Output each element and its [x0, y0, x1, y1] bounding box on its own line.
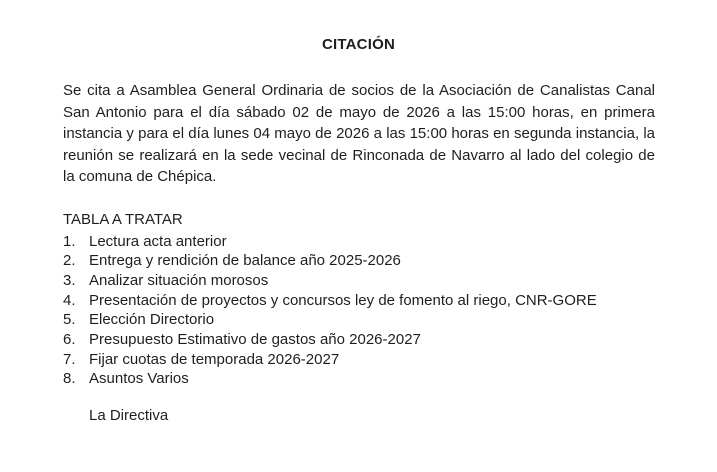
agenda-item-6: Presupuesto Estimativo de gastos año 2026-2027 [89, 331, 421, 349]
agenda-heading: TABLA A TRATAR [63, 210, 183, 228]
agenda-item-8: Asuntos Varios [89, 370, 189, 388]
signature-line: La Directiva [89, 407, 169, 425]
agenda-item-1: Lectura acta anterior [89, 232, 227, 250]
notice-body-paragraph: Se cita a Asamblea General Ordinaria de socios de la Asociación de Canalistas Canal San Antonio para el día sábado 02 de mayo de 2026 a las 15:00 horas, en primera instancia y para el día lunes 04 mayo de 2026 a las 15:00 horas en segunda instancia, la reunión se realizará en la sede vecinal de Rinconada de Navarro al lado del colegio de la comuna de Chépica. [63, 82, 655, 185]
agenda-item-4: Presentación de proyectos y concursos ley de fomento al riego, CNR-GORE [89, 291, 597, 309]
agenda-item-5: Elección Directorio [89, 311, 215, 329]
agenda-item-3: Analizar situación morosos [89, 271, 269, 289]
agenda-item-7: Fijar cuotas de temporada 2026-2027 [89, 350, 340, 368]
document-title: CITACIÓN [322, 36, 395, 53]
agenda-list [63, 232, 717, 390]
agenda-item-2: Entrega y rendición de balance año 2025-2026 [89, 252, 401, 270]
